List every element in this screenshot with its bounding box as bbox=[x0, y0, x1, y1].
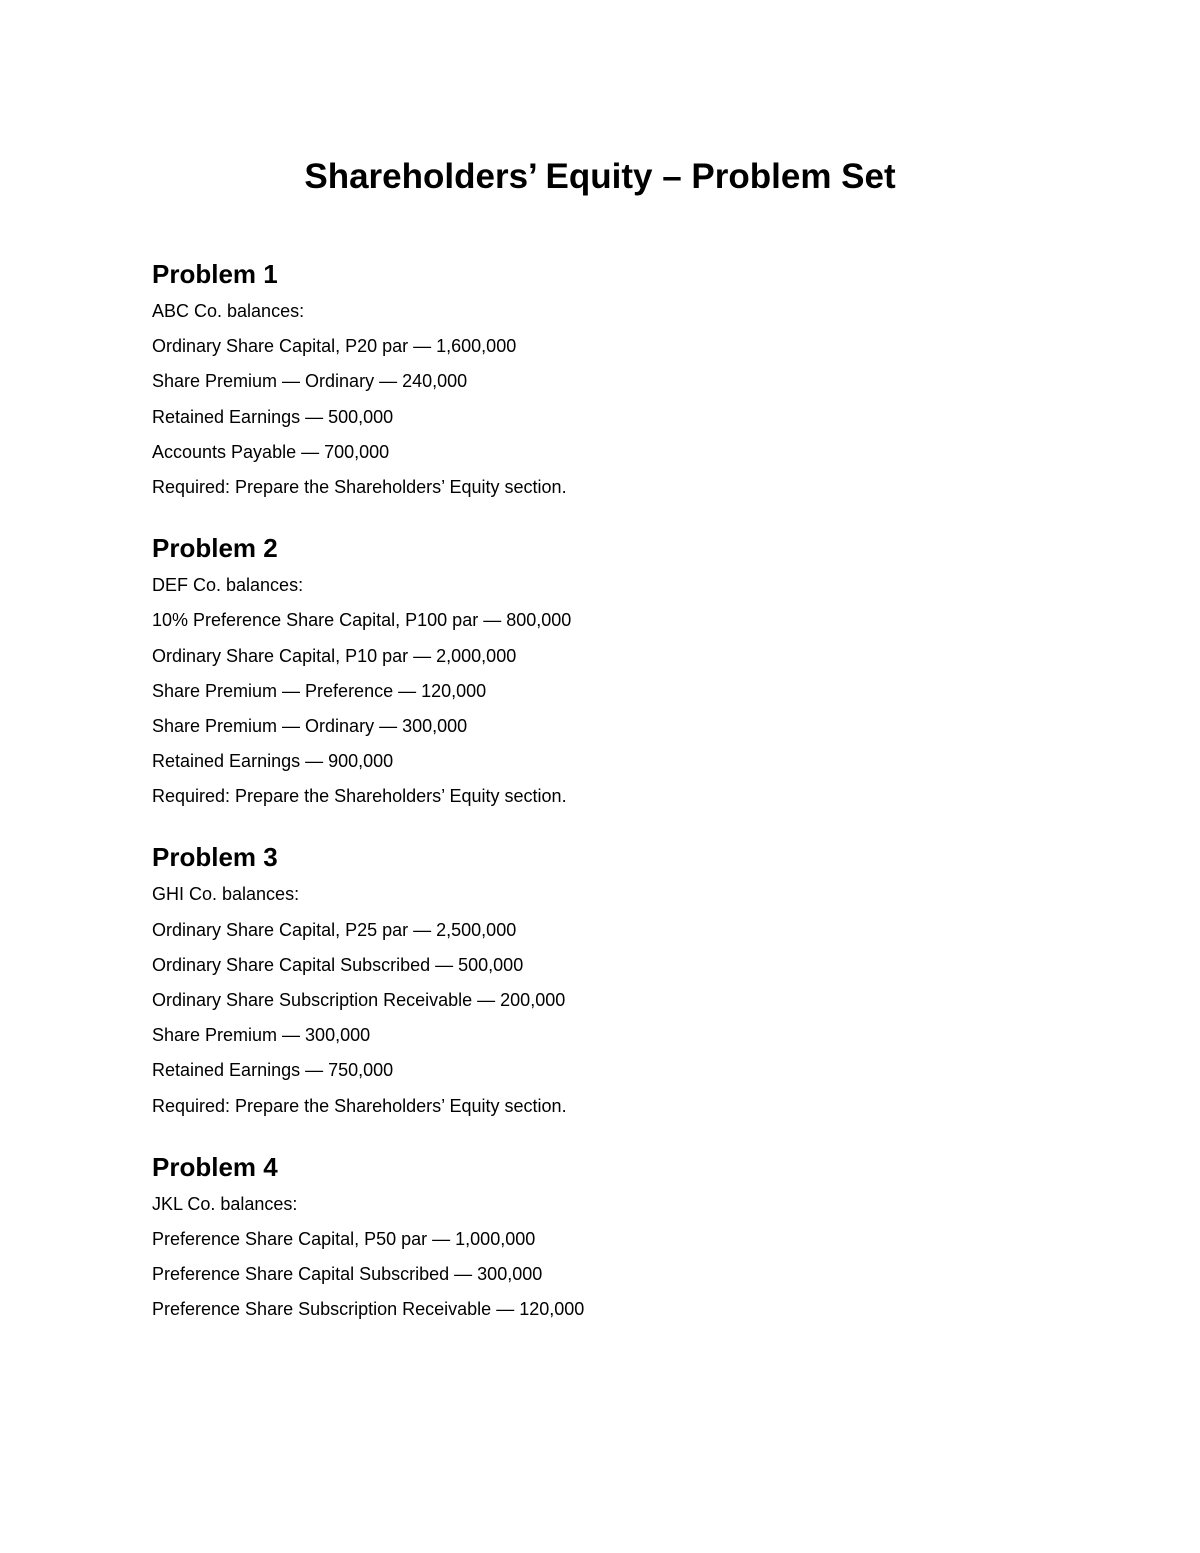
balance-line: Retained Earnings — 900,000 bbox=[152, 751, 394, 772]
balance-line: Ordinary Share Capital Subscribed — 500,000 bbox=[152, 954, 524, 975]
balance-line: Ordinary Share Capital, P25 par — 2,500,000 bbox=[152, 919, 517, 940]
balance-line: Preference Share Subscription Receivable — 120,000 bbox=[152, 1299, 585, 1320]
balance-line: Ordinary Share Subscription Receivable — 200,000 bbox=[152, 990, 566, 1010]
document-title: Shareholders’ Equity – Problem Set bbox=[304, 157, 896, 196]
problem-1 bbox=[152, 254, 1112, 505]
balance-line: Retained Earnings — 500,000 bbox=[152, 406, 394, 427]
problem-heading: Problem 4 bbox=[152, 1151, 278, 1182]
problem-heading: Problem 2 bbox=[152, 533, 278, 564]
company-intro: JKL Co. balances: bbox=[152, 1193, 298, 1214]
balance-line: Share Premium — 300,000 bbox=[152, 1025, 371, 1046]
problem-3 bbox=[152, 837, 1112, 1123]
company-intro: ABC Co. balances: bbox=[152, 301, 305, 321]
problem-2 bbox=[152, 528, 1112, 814]
company-intro: GHI Co. balances: bbox=[152, 884, 300, 905]
balance-line: Share Premium — Preference — 120,000 bbox=[152, 680, 487, 701]
balance-line: Ordinary Share Capital, P20 par — 1,600,000 bbox=[152, 336, 517, 357]
problem-4 bbox=[152, 1147, 1112, 1328]
problem-heading: Problem 1 bbox=[152, 259, 278, 289]
balance-line: Ordinary Share Capital, P10 par — 2,000,000 bbox=[152, 645, 517, 666]
company-intro: DEF Co. balances: bbox=[152, 575, 304, 596]
balance-line: Retained Earnings — 750,000 bbox=[152, 1060, 394, 1081]
requirement-line: Required: Prepare the Shareholders’ Equity section. bbox=[152, 476, 567, 497]
balance-line: 10% Preference Share Capital, P100 par — 800,000 bbox=[152, 610, 572, 631]
balance-line: Accounts Payable — 700,000 bbox=[152, 441, 390, 462]
balance-line: Preference Share Capital Subscribed — 300,000 bbox=[152, 1264, 543, 1285]
problem-list bbox=[152, 254, 1112, 1328]
balance-line: Share Premium — Ordinary — 240,000 bbox=[152, 371, 468, 392]
requirement-line: Required: Prepare the Shareholders’ Equity section. bbox=[152, 1095, 567, 1116]
problem-heading: Problem 3 bbox=[152, 842, 278, 873]
balance-line: Share Premium — Ordinary — 300,000 bbox=[152, 715, 468, 736]
balance-line: Preference Share Capital, P50 par — 1,000,000 bbox=[152, 1228, 536, 1249]
requirement-line: Required: Prepare the Shareholders’ Equity section. bbox=[152, 786, 567, 807]
